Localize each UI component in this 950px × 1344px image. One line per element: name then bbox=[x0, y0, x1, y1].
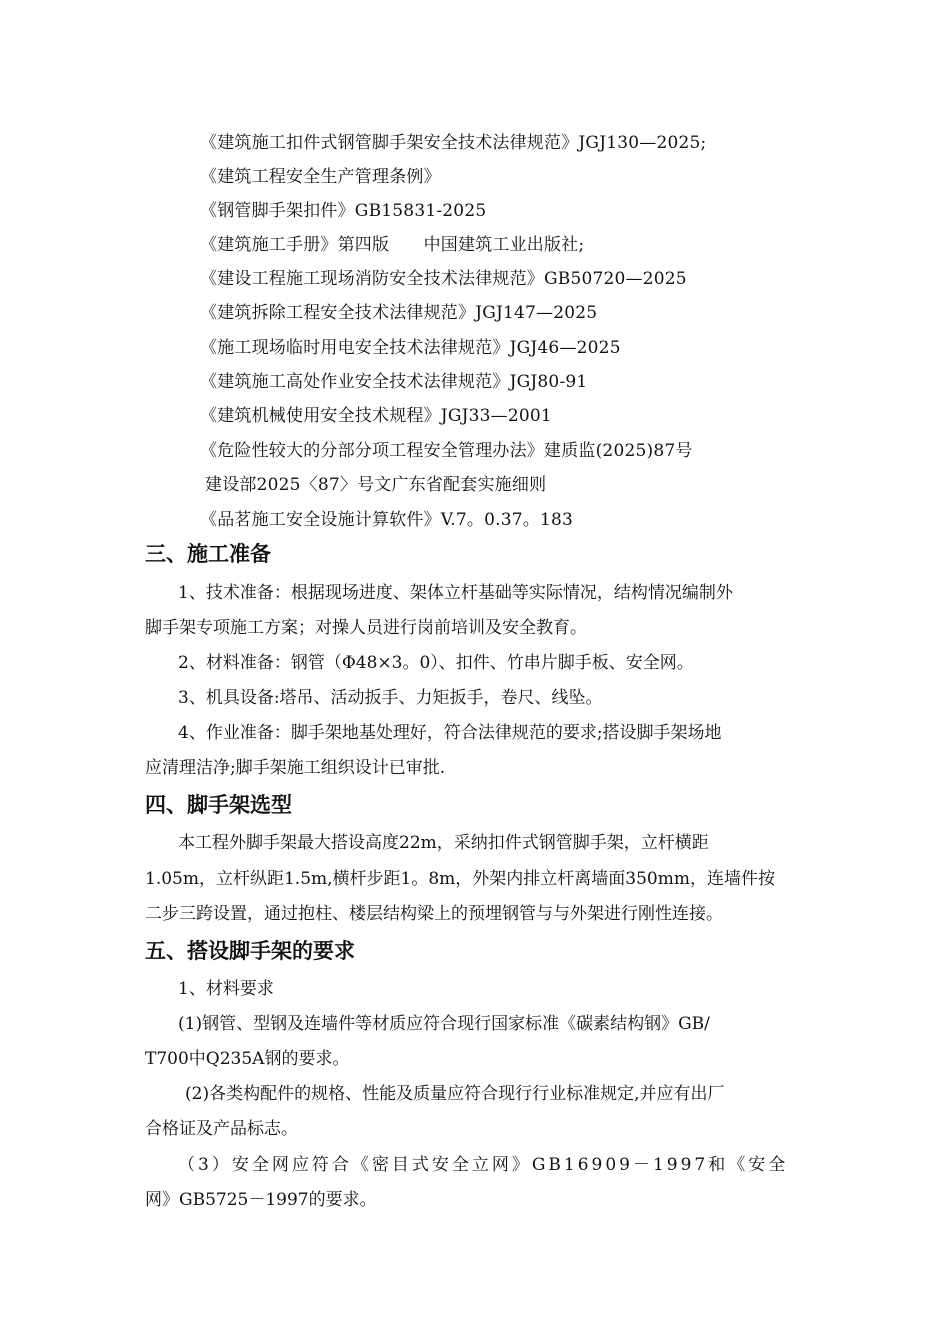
reference-item: 《建筑工程安全生产管理条例》 bbox=[200, 167, 441, 187]
requirement-3-line2: 网》GB5725－1997的要求。 bbox=[145, 1190, 377, 1210]
reference-item: 《建筑施工手册》第四版 中国建筑工业出版社; bbox=[200, 235, 585, 255]
section-heading-erection-requirements: 五、搭设脚手架的要求 bbox=[145, 939, 355, 963]
reference-item: 《建筑施工扣件式钢管脚手架安全技术法律规范》JGJ130—2025; bbox=[200, 133, 707, 153]
requirement-2-line2: 合格证及产品标志。 bbox=[145, 1119, 298, 1139]
reference-item: 《建筑机械使用安全技术规程》JGJ33—2001 bbox=[200, 406, 552, 426]
requirement-3-line1: （3）安全网应符合《密目式安全立网》GB16909－1997和《安全 bbox=[178, 1155, 789, 1175]
section-heading-preparation: 三、施工准备 bbox=[145, 542, 271, 566]
selection-line-3: 二步三跨设置，通过抱柱、楼层结构梁上的预埋钢管与与外架进行刚性连接。 bbox=[145, 904, 723, 924]
section-heading-scaffold-selection: 四、脚手架选型 bbox=[145, 793, 292, 817]
selection-line-1: 本工程外脚手架最大搭设高度22m，采纳扣件式钢管脚手架，立杆横距 bbox=[178, 833, 709, 853]
reference-item: 《施工现场临时用电安全技术法律规范》JGJ46—2025 bbox=[200, 338, 621, 358]
prep-item-4-line2: 应清理洁净;脚手架施工组织设计已审批. bbox=[145, 758, 446, 778]
reference-item: 《建筑施工高处作业安全技术法律规范》JGJ80-91 bbox=[200, 372, 588, 392]
material-requirements-title: 1、材料要求 bbox=[178, 979, 274, 999]
requirement-1-line1: (1)钢管、型钢及连墙件等材质应符合现行国家标准《碳素结构钢》GB/ bbox=[178, 1014, 710, 1034]
reference-item: 《建设工程施工现场消防安全技术法律规范》GB50720—2025 bbox=[200, 269, 687, 289]
prep-item-1-line2: 脚手架专项施工方案；对操人员进行岗前培训及安全教育。 bbox=[145, 618, 587, 638]
prep-item-3: 3、机具设备:塔吊、活动扳手、力矩扳手，卷尺、线坠。 bbox=[178, 688, 603, 708]
prep-item-2: 2、材料准备：钢管（Φ48×3。0）、扣件、竹串片脚手板、安全网。 bbox=[178, 653, 694, 673]
reference-item: 《建筑拆除工程安全技术法律规范》JGJ147—2025 bbox=[200, 303, 598, 323]
requirement-1-line2: T700中Q235A钢的要求。 bbox=[145, 1049, 350, 1069]
reference-item: 《危险性较大的分部分项工程安全管理办法》建质监(2025)87号 bbox=[200, 441, 693, 461]
prep-item-1-line1: 1、技术准备：根据现场进度、架体立杆基础等实际情况，结构情况编制外 bbox=[178, 583, 733, 603]
reference-item: 《钢管脚手架扣件》GB15831-2025 bbox=[200, 201, 487, 221]
reference-item: 建设部2025〈87〉号文广东省配套实施细则 bbox=[205, 475, 547, 495]
selection-line-2: 1.05m，立杆纵距1.5m,横杆步距1。8m，外架内排立杆离墙面350mm，连墙件按 bbox=[145, 869, 775, 889]
prep-item-4-line1: 4、作业准备：脚手架地基处理好，符合法律规范的要求;搭设脚手架场地 bbox=[178, 723, 722, 743]
requirement-2-line1: (2)各类构配件的规格、性能及质量应符合现行行业标准规定,并应有出厂 bbox=[185, 1084, 725, 1104]
reference-item: 《品茗施工安全设施计算软件》V.7。0.37。183 bbox=[200, 510, 574, 530]
